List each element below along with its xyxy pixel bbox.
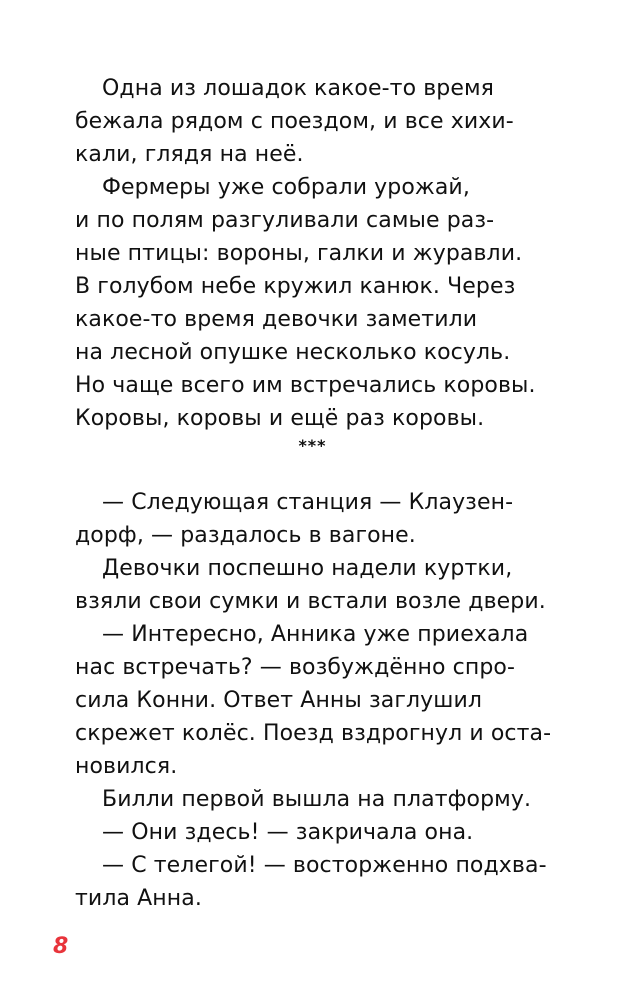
section-separator: *** bbox=[298, 436, 327, 455]
text-line: — Они здесь! — закричала она. bbox=[102, 820, 474, 845]
text-line: Коровы, коровы и ещё раз коровы. bbox=[75, 406, 485, 431]
text-line: на лесной опушке несколько косуль. bbox=[75, 340, 511, 365]
text-line: — С телегой! — восторженно подхва- bbox=[102, 853, 547, 878]
text-line: Но чаще всего им встречались коровы. bbox=[75, 373, 536, 398]
text-line: сила Конни. Ответ Анны заглушил bbox=[75, 688, 483, 713]
text-line: какое-то время девочки заметили bbox=[75, 307, 478, 332]
text-line: Фермеры уже собрали урожай, bbox=[102, 175, 470, 200]
text-line: бежала рядом с поездом, и все хихи- bbox=[75, 109, 514, 134]
text-line: дорф, — раздалось в вагоне. bbox=[75, 523, 416, 548]
text-line: Билли первой вышла на платформу. bbox=[102, 787, 532, 812]
text-line: ные птицы: вороны, галки и журавли. bbox=[75, 241, 523, 266]
text-line: нас встречать? — возбуждённо спро- bbox=[75, 655, 515, 680]
text-line: и по полям разгуливали самые раз- bbox=[75, 208, 495, 233]
text-line: — Следующая станция — Клаузен- bbox=[102, 490, 514, 515]
page-number: 8 bbox=[53, 934, 69, 959]
text-line: тила Анна. bbox=[75, 886, 202, 911]
text-line: скрежет колёс. Поезд вздрогнул и оста- bbox=[75, 721, 552, 746]
text-line: новился. bbox=[75, 754, 178, 779]
text-line: Одна из лошадок какое-то время bbox=[102, 76, 495, 101]
text-line: — Интересно, Анника уже приехала bbox=[102, 622, 529, 647]
text-line: кали, глядя на неё. bbox=[75, 142, 304, 167]
text-line: В голубом небе кружил канюк. Через bbox=[75, 274, 516, 299]
text-line: взяли свои сумки и встали возле двери. bbox=[75, 589, 546, 614]
text-line: Девочки поспешно надели куртки, bbox=[102, 556, 513, 581]
